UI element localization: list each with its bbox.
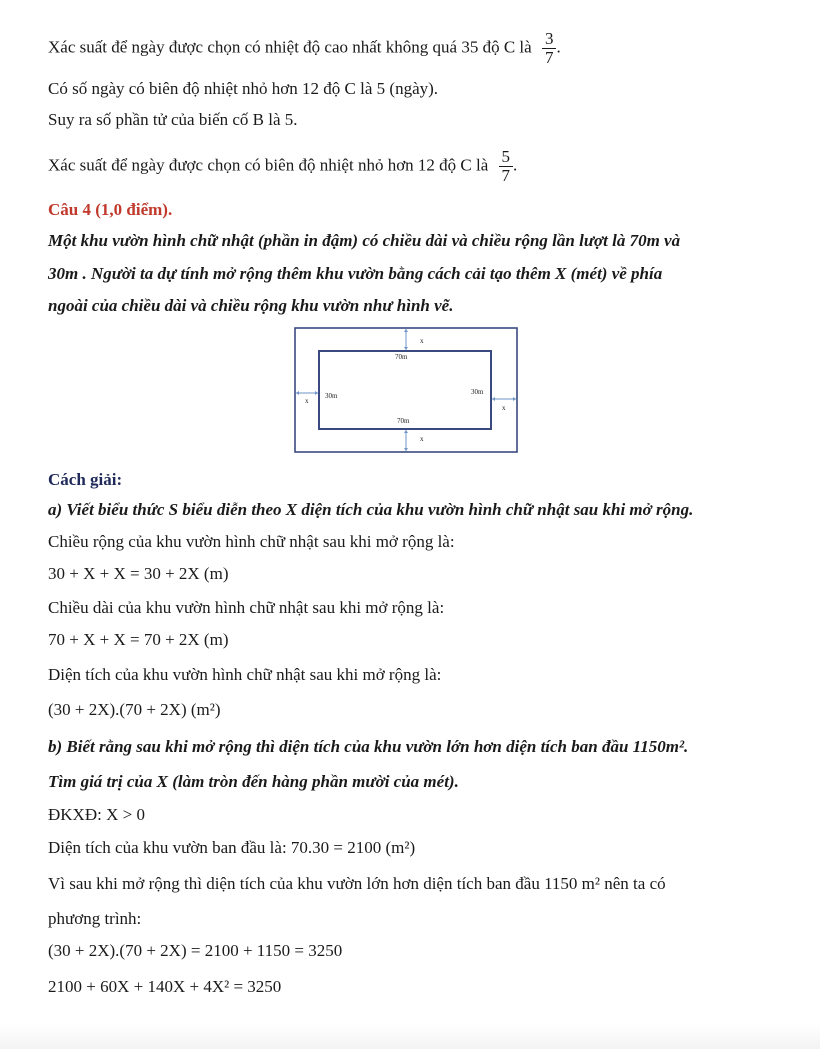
- problem-line-2: 30m . Người ta dự tính mở rộng thêm khu vườn bằng cách cải tạo thêm X (mét) về phía: [48, 264, 663, 283]
- problem-line-1: Một khu vườn hình chữ nhật (phần in đậm) có chiều dài và chiều rộng lần lượt là 70m và: [48, 231, 681, 250]
- equation-intro: phương trình:: [48, 909, 142, 928]
- original-area-line: Diện tích của khu vườn ban đầu là: 70.30 = 2100 (m²): [48, 838, 416, 857]
- equation-1: (30 + 2X).(70 + 2X) = 2100 + 1150 = 3250: [48, 941, 343, 960]
- length-text: Chiều dài của khu vườn hình chữ nhật sau khi mở rộng là:: [48, 598, 445, 617]
- reasoning-line: Vì sau khi mở rộng thì diện tích của khu vườn lớn hơn diện tích ban đầu 1150 m² nên ta có: [48, 874, 666, 893]
- question-heading: Câu 4 (1,0 điểm).: [48, 200, 173, 219]
- length-equation: 70 + X + X = 70 + 2X (m): [48, 630, 229, 649]
- left-x-label: x: [305, 397, 309, 405]
- top-x-label: x: [420, 337, 424, 345]
- area-expression: (30 + 2X).(70 + 2X) (m²): [48, 700, 221, 719]
- width-text: Chiều rộng của khu vườn hình chữ nhật sau khi mở rộng là:: [48, 532, 455, 551]
- condition-line: ĐKXĐ: X > 0: [48, 805, 145, 824]
- right-x-label: x: [502, 404, 506, 412]
- bottom-70-label: 70m: [397, 417, 410, 425]
- fraction-5-7: [499, 148, 514, 185]
- equation-2: 2100 + 60X + 140X + 4X² = 3250: [48, 977, 282, 996]
- probability-text-2: Xác suất để ngày được chọn có biên độ nhiệt nhỏ hơn 12 độ C là: [48, 155, 489, 175]
- problem-line-3: ngoài của chiều dài và chiều rộng khu vườn như hình vẽ.: [48, 296, 454, 315]
- left-30-label: 30m: [325, 392, 338, 400]
- part-b-heading-1: b) Biết rằng sau khi mở rộng thì diện tích của khu vườn lớn hơn diện tích ban đầu 1150m².: [48, 737, 689, 756]
- garden-diagram: [294, 327, 518, 453]
- part-b-heading-2: Tìm giá trị của X (làm tròn đến hàng phần mười của mét).: [48, 772, 459, 791]
- probability-line-1: [48, 30, 561, 67]
- right-30-label: 30m: [471, 388, 484, 396]
- width-equation: 30 + X + X = 30 + 2X (m): [48, 564, 229, 583]
- fraction-3-7: [542, 30, 557, 67]
- period: .: [513, 155, 518, 175]
- days-count-line: Có số ngày có biên độ nhiệt nhỏ hơn 12 độ C là 5 (ngày).: [48, 79, 439, 98]
- top-70-label: 70m: [395, 353, 408, 361]
- fraction-numerator: 5: [499, 148, 514, 167]
- area-text: Diện tích của khu vườn hình chữ nhật sau khi mở rộng là:: [48, 665, 442, 684]
- fraction-numerator: 3: [542, 30, 557, 49]
- fraction-denominator: 7: [501, 166, 511, 185]
- probability-text-1: Xác suất để ngày được chọn có nhiệt độ cao nhất không quá 35 độ C là: [48, 37, 532, 57]
- period: .: [556, 37, 561, 57]
- fraction-denominator: 7: [544, 48, 554, 67]
- event-b-line: Suy ra số phần tử của biến cố B là 5.: [48, 110, 298, 129]
- bottom-x-label: x: [420, 435, 424, 443]
- solution-heading: Cách giải:: [48, 470, 123, 489]
- page-bottom-edge: [0, 1024, 820, 1049]
- probability-line-2: [48, 148, 517, 185]
- part-a-heading: a) Viết biểu thức S biểu diễn theo X diện tích của khu vườn hình chữ nhật sau khi mở rộng.: [48, 500, 694, 519]
